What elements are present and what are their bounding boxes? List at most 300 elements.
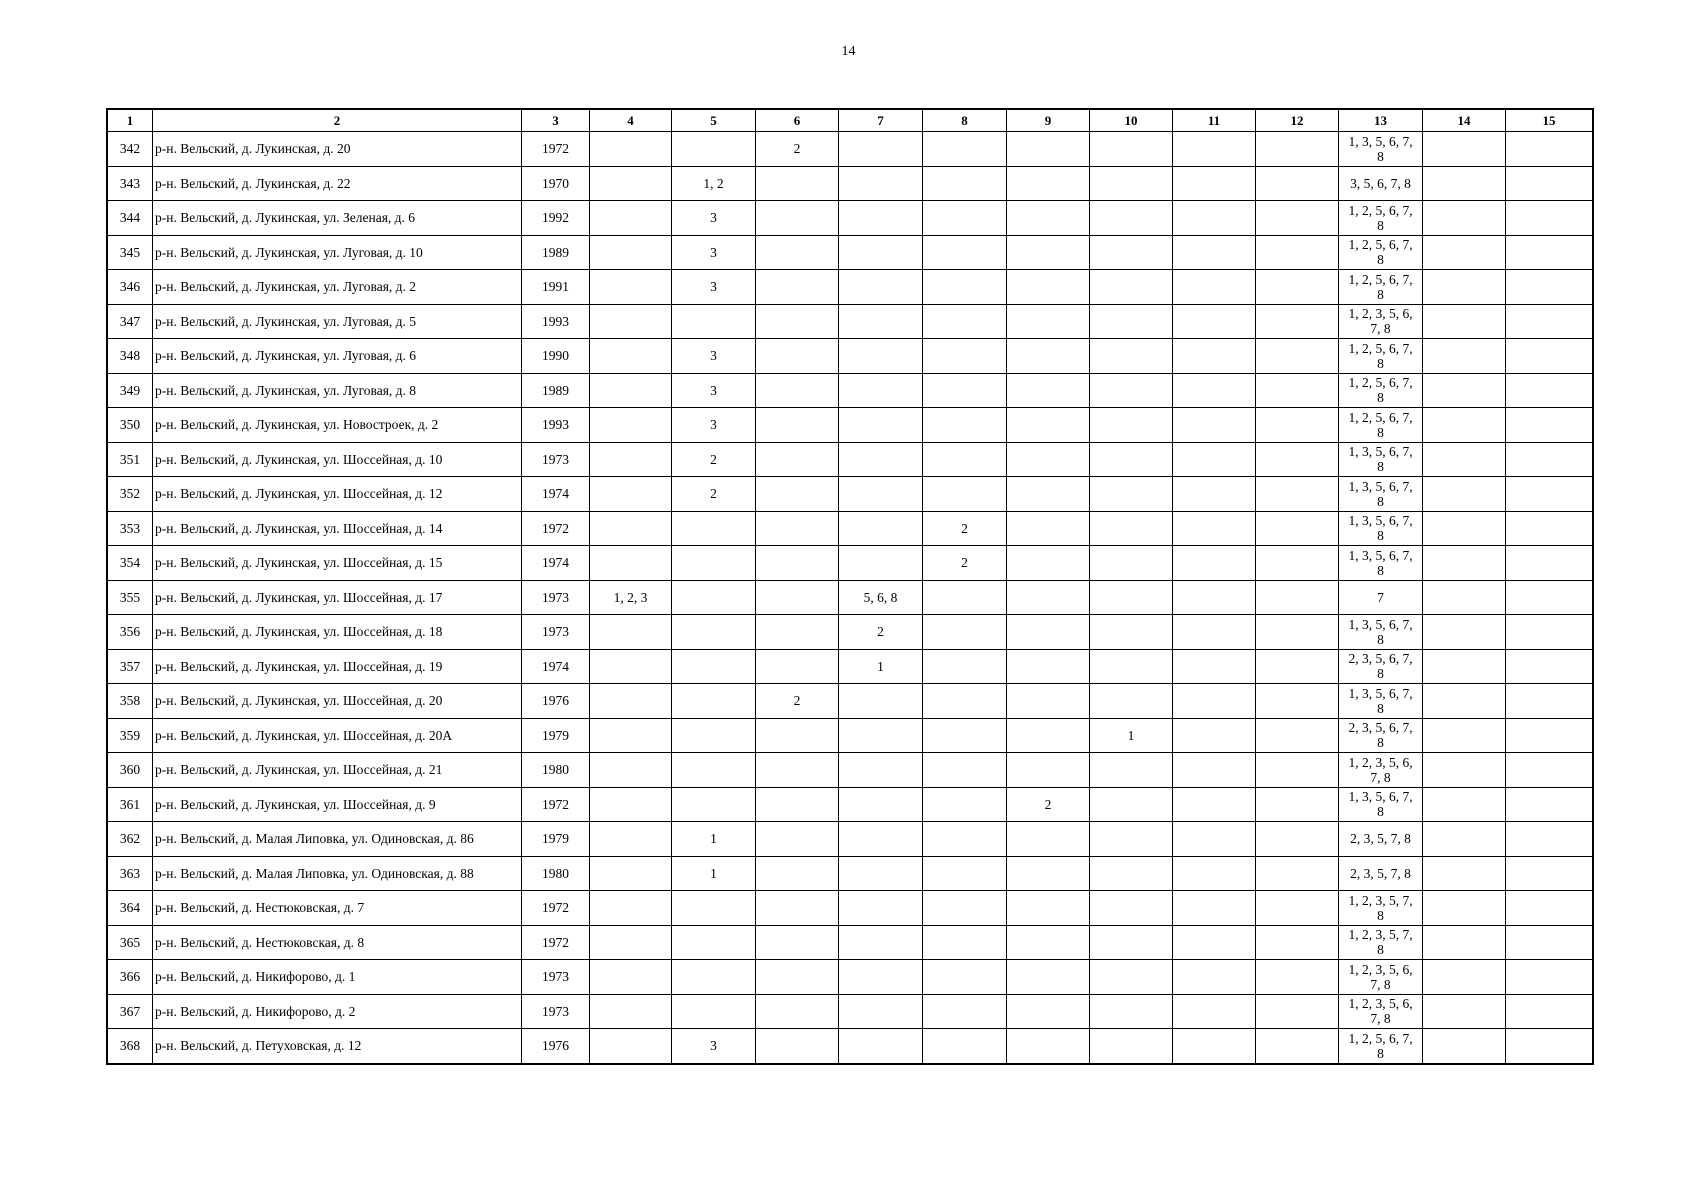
table-cell-col-2: р-н. Вельский, д. Лукинская, ул. Луговая, д. 10 — [153, 235, 522, 270]
page-number: 14 — [841, 44, 856, 59]
table-cell-col-7 — [839, 684, 923, 719]
table-cell-col-1: 343 — [108, 166, 153, 201]
table-row — [108, 787, 1593, 822]
table-cell-col-4 — [590, 201, 672, 236]
table-cell-col-13: 3, 5, 6, 7, 8 — [1339, 166, 1423, 201]
table-cell-col-6 — [756, 753, 839, 788]
table-cell-col-5 — [672, 132, 756, 167]
table-cell-col-9 — [1007, 856, 1090, 891]
table-cell-col-11 — [1173, 856, 1256, 891]
table-cell-col-2: р-н. Вельский, д. Лукинская, ул. Шоссейная, д. 14 — [153, 511, 522, 546]
column-header-14: 14 — [1423, 110, 1506, 132]
table-cell-col-7 — [839, 822, 923, 857]
table-cell-col-10 — [1090, 753, 1173, 788]
table-cell-col-8 — [923, 132, 1007, 167]
table-cell-col-1: 368 — [108, 1029, 153, 1064]
table-cell-col-13: 1, 2, 5, 6, 7, 8 — [1339, 339, 1423, 374]
table-cell-col-12 — [1256, 615, 1339, 650]
table-cell-col-4 — [590, 511, 672, 546]
table-cell-col-6 — [756, 891, 839, 926]
table-cell-col-5 — [672, 718, 756, 753]
table-cell-col-12 — [1256, 822, 1339, 857]
table-cell-col-5 — [672, 960, 756, 995]
table-row — [108, 132, 1593, 167]
table-cell-col-1: 352 — [108, 477, 153, 512]
table-cell-col-9 — [1007, 580, 1090, 615]
table-cell-col-12 — [1256, 408, 1339, 443]
table-cell-col-12 — [1256, 373, 1339, 408]
table-row — [108, 1029, 1593, 1064]
table-cell-col-3: 1973 — [522, 442, 590, 477]
table-cell-col-15 — [1506, 132, 1593, 167]
table-cell-col-13: 2, 3, 5, 7, 8 — [1339, 822, 1423, 857]
table-cell-col-4 — [590, 856, 672, 891]
table-cell-col-14 — [1423, 442, 1506, 477]
table-cell-col-4 — [590, 1029, 672, 1064]
table-cell-col-3: 1974 — [522, 649, 590, 684]
table-cell-col-1: 349 — [108, 373, 153, 408]
table-cell-col-15 — [1506, 373, 1593, 408]
table-cell-col-1: 356 — [108, 615, 153, 650]
table-cell-col-14 — [1423, 373, 1506, 408]
table-cell-col-8 — [923, 822, 1007, 857]
table-cell-col-11 — [1173, 822, 1256, 857]
table-cell-col-11 — [1173, 511, 1256, 546]
table-cell-col-11 — [1173, 235, 1256, 270]
table-cell-col-11 — [1173, 339, 1256, 374]
table-row — [108, 270, 1593, 305]
table-cell-col-13: 1, 2, 3, 5, 7, 8 — [1339, 925, 1423, 960]
table-cell-col-8 — [923, 477, 1007, 512]
table-cell-col-2: р-н. Вельский, д. Лукинская, ул. Шоссейная, д. 12 — [153, 477, 522, 512]
table-cell-col-11 — [1173, 270, 1256, 305]
table-cell-col-7 — [839, 787, 923, 822]
table-cell-col-3: 1973 — [522, 580, 590, 615]
table-cell-col-6 — [756, 442, 839, 477]
table-cell-col-14 — [1423, 684, 1506, 719]
table-cell-col-14 — [1423, 615, 1506, 650]
table-cell-col-8 — [923, 442, 1007, 477]
table-cell-col-14 — [1423, 822, 1506, 857]
table-cell-col-12 — [1256, 960, 1339, 995]
table-cell-col-14 — [1423, 787, 1506, 822]
table-cell-col-7 — [839, 925, 923, 960]
table-cell-col-4 — [590, 822, 672, 857]
table-cell-col-6 — [756, 856, 839, 891]
table-cell-col-9 — [1007, 546, 1090, 581]
table-cell-col-12 — [1256, 304, 1339, 339]
table-cell-col-1: 351 — [108, 442, 153, 477]
table-cell-col-13: 1, 2, 3, 5, 6, 7, 8 — [1339, 994, 1423, 1029]
table-cell-col-1: 364 — [108, 891, 153, 926]
table-cell-col-11 — [1173, 960, 1256, 995]
table-cell-col-15 — [1506, 580, 1593, 615]
table-cell-col-15 — [1506, 925, 1593, 960]
table-cell-col-3: 1989 — [522, 235, 590, 270]
table-cell-col-6 — [756, 925, 839, 960]
table-cell-col-9 — [1007, 408, 1090, 443]
table-cell-col-9 — [1007, 373, 1090, 408]
table-cell-col-13: 1, 2, 5, 6, 7, 8 — [1339, 1029, 1423, 1064]
table-cell-col-2: р-н. Вельский, д. Лукинская, ул. Зеленая, д. 6 — [153, 201, 522, 236]
table-cell-col-15 — [1506, 615, 1593, 650]
table-cell-col-8 — [923, 1029, 1007, 1064]
table-cell-col-14 — [1423, 580, 1506, 615]
table-cell-col-1: 359 — [108, 718, 153, 753]
table-cell-col-12 — [1256, 649, 1339, 684]
table-cell-col-4 — [590, 339, 672, 374]
table-cell-col-9 — [1007, 822, 1090, 857]
table-cell-col-5: 3 — [672, 1029, 756, 1064]
table-cell-col-7 — [839, 408, 923, 443]
table-cell-col-12 — [1256, 477, 1339, 512]
table-cell-col-2: р-н. Вельский, д. Малая Липовка, ул. Одиновская, д. 86 — [153, 822, 522, 857]
table-cell-col-5: 3 — [672, 270, 756, 305]
table-cell-col-1: 361 — [108, 787, 153, 822]
table-cell-col-10 — [1090, 201, 1173, 236]
table-cell-col-9 — [1007, 891, 1090, 926]
table-cell-col-4 — [590, 546, 672, 581]
table-cell-col-7: 1 — [839, 649, 923, 684]
table-cell-col-14 — [1423, 960, 1506, 995]
table-cell-col-3: 1974 — [522, 546, 590, 581]
table-row — [108, 201, 1593, 236]
table-cell-col-10: 1 — [1090, 718, 1173, 753]
table-row — [108, 856, 1593, 891]
table-cell-col-2: р-н. Вельский, д. Нестюковская, д. 7 — [153, 891, 522, 926]
table-cell-col-1: 360 — [108, 753, 153, 788]
table-cell-col-6 — [756, 1029, 839, 1064]
table-cell-col-13: 1, 2, 5, 6, 7, 8 — [1339, 408, 1423, 443]
table-cell-col-1: 358 — [108, 684, 153, 719]
table-cell-col-6 — [756, 270, 839, 305]
table-cell-col-15 — [1506, 442, 1593, 477]
table-cell-col-2: р-н. Вельский, д. Малая Липовка, ул. Одиновская, д. 88 — [153, 856, 522, 891]
table-cell-col-6 — [756, 580, 839, 615]
table-cell-col-10 — [1090, 994, 1173, 1029]
table-cell-col-8 — [923, 684, 1007, 719]
table-cell-col-9 — [1007, 270, 1090, 305]
table-cell-col-2: р-н. Вельский, д. Лукинская, ул. Шоссейная, д. 18 — [153, 615, 522, 650]
table-cell-col-4 — [590, 408, 672, 443]
table-row — [108, 822, 1593, 857]
table-cell-col-1: 366 — [108, 960, 153, 995]
table-cell-col-1: 344 — [108, 201, 153, 236]
table-cell-col-5: 2 — [672, 477, 756, 512]
table-cell-col-2: р-н. Вельский, д. Лукинская, ул. Луговая, д. 6 — [153, 339, 522, 374]
table-cell-col-3: 1973 — [522, 994, 590, 1029]
table-cell-col-15 — [1506, 960, 1593, 995]
table-cell-col-5 — [672, 891, 756, 926]
table-row — [108, 373, 1593, 408]
table-cell-col-14 — [1423, 132, 1506, 167]
table-cell-col-8 — [923, 994, 1007, 1029]
table-cell-col-2: р-н. Вельский, д. Лукинская, ул. Луговая, д. 5 — [153, 304, 522, 339]
table-row — [108, 408, 1593, 443]
table-cell-col-1: 362 — [108, 822, 153, 857]
table-cell-col-11 — [1173, 753, 1256, 788]
table-cell-col-11 — [1173, 994, 1256, 1029]
table-cell-col-3: 1993 — [522, 408, 590, 443]
table-cell-col-14 — [1423, 649, 1506, 684]
table-cell-col-15 — [1506, 201, 1593, 236]
table-cell-col-6 — [756, 649, 839, 684]
column-header-4: 4 — [590, 110, 672, 132]
table-row — [108, 442, 1593, 477]
table-cell-col-15 — [1506, 235, 1593, 270]
table-cell-col-6 — [756, 304, 839, 339]
table-cell-col-10 — [1090, 1029, 1173, 1064]
table-cell-col-1: 354 — [108, 546, 153, 581]
table-cell-col-11 — [1173, 442, 1256, 477]
table-cell-col-3: 1993 — [522, 304, 590, 339]
table-cell-col-9 — [1007, 684, 1090, 719]
table-cell-col-9 — [1007, 477, 1090, 512]
table-cell-col-13: 1, 3, 5, 6, 7, 8 — [1339, 477, 1423, 512]
table-cell-col-6 — [756, 373, 839, 408]
table-cell-col-6: 2 — [756, 132, 839, 167]
table-cell-col-6 — [756, 960, 839, 995]
table-row — [108, 477, 1593, 512]
table-cell-col-6 — [756, 235, 839, 270]
table-cell-col-2: р-н. Вельский, д. Лукинская, ул. Шоссейная, д. 19 — [153, 649, 522, 684]
table-cell-col-13: 1, 3, 5, 6, 7, 8 — [1339, 546, 1423, 581]
table-cell-col-3: 1974 — [522, 477, 590, 512]
table-cell-col-5: 1 — [672, 822, 756, 857]
table-cell-col-2: р-н. Вельский, д. Лукинская, ул. Новостроек, д. 2 — [153, 408, 522, 443]
table-cell-col-4 — [590, 753, 672, 788]
table-cell-col-15 — [1506, 856, 1593, 891]
table-row — [108, 718, 1593, 753]
table-cell-col-8 — [923, 304, 1007, 339]
column-header-10: 10 — [1090, 110, 1173, 132]
table-cell-col-5 — [672, 546, 756, 581]
table-cell-col-2: р-н. Вельский, д. Лукинская, ул. Шоссейная, д. 21 — [153, 753, 522, 788]
table-cell-col-4 — [590, 718, 672, 753]
table-cell-col-10 — [1090, 856, 1173, 891]
table-cell-col-14 — [1423, 856, 1506, 891]
column-header-8: 8 — [923, 110, 1007, 132]
table-cell-col-10 — [1090, 442, 1173, 477]
table-cell-col-10 — [1090, 339, 1173, 374]
table-cell-col-15 — [1506, 270, 1593, 305]
table-cell-col-14 — [1423, 339, 1506, 374]
table-cell-col-3: 1976 — [522, 684, 590, 719]
table-cell-col-5: 2 — [672, 442, 756, 477]
table-cell-col-1: 348 — [108, 339, 153, 374]
table-cell-col-7 — [839, 994, 923, 1029]
table-cell-col-15 — [1506, 304, 1593, 339]
table-cell-col-15 — [1506, 1029, 1593, 1064]
table-cell-col-13: 1, 3, 5, 6, 7, 8 — [1339, 132, 1423, 167]
table-cell-col-6 — [756, 511, 839, 546]
table-cell-col-8 — [923, 201, 1007, 236]
table-cell-col-10 — [1090, 787, 1173, 822]
table-cell-col-12 — [1256, 132, 1339, 167]
table-cell-col-3: 1990 — [522, 339, 590, 374]
table-cell-col-5 — [672, 925, 756, 960]
table-cell-col-9 — [1007, 201, 1090, 236]
table-cell-col-8 — [923, 615, 1007, 650]
table-cell-col-3: 1972 — [522, 787, 590, 822]
table-cell-col-15 — [1506, 891, 1593, 926]
table-cell-col-2: р-н. Вельский, д. Лукинская, д. 20 — [153, 132, 522, 167]
table-cell-col-5 — [672, 615, 756, 650]
table-cell-col-7 — [839, 339, 923, 374]
table-cell-col-15 — [1506, 822, 1593, 857]
table-cell-col-2: р-н. Вельский, д. Лукинская, ул. Шоссейная, д. 9 — [153, 787, 522, 822]
table-cell-col-5: 3 — [672, 339, 756, 374]
table-cell-col-15 — [1506, 753, 1593, 788]
table-cell-col-7 — [839, 477, 923, 512]
table-cell-col-4 — [590, 132, 672, 167]
table-cell-col-3: 1973 — [522, 960, 590, 995]
table-cell-col-1: 347 — [108, 304, 153, 339]
table-cell-col-11 — [1173, 649, 1256, 684]
header-row — [108, 110, 1593, 132]
table-cell-col-6 — [756, 201, 839, 236]
table-cell-col-4 — [590, 960, 672, 995]
table-cell-col-3: 1979 — [522, 822, 590, 857]
table-cell-col-8 — [923, 718, 1007, 753]
table-cell-col-14 — [1423, 304, 1506, 339]
table-cell-col-4 — [590, 994, 672, 1029]
table-cell-col-12 — [1256, 166, 1339, 201]
table-cell-col-10 — [1090, 373, 1173, 408]
table-cell-col-8 — [923, 960, 1007, 995]
table-cell-col-12 — [1256, 856, 1339, 891]
table-cell-col-3: 1972 — [522, 891, 590, 926]
table-cell-col-14 — [1423, 718, 1506, 753]
table-cell-col-10 — [1090, 546, 1173, 581]
table-row — [108, 615, 1593, 650]
table-cell-col-7 — [839, 201, 923, 236]
table-cell-col-8: 2 — [923, 546, 1007, 581]
table-cell-col-13: 7 — [1339, 580, 1423, 615]
table-cell-col-7 — [839, 546, 923, 581]
table-cell-col-1: 365 — [108, 925, 153, 960]
table-cell-col-14 — [1423, 408, 1506, 443]
table-cell-col-6 — [756, 787, 839, 822]
table-cell-col-10 — [1090, 822, 1173, 857]
table-cell-col-15 — [1506, 718, 1593, 753]
table-cell-col-12 — [1256, 925, 1339, 960]
table-cell-col-11 — [1173, 408, 1256, 443]
table-cell-col-6 — [756, 339, 839, 374]
table-cell-col-7 — [839, 891, 923, 926]
table-cell-col-15 — [1506, 787, 1593, 822]
table-cell-col-12 — [1256, 511, 1339, 546]
table-cell-col-12 — [1256, 684, 1339, 719]
table-cell-col-13: 1, 2, 3, 5, 6, 7, 8 — [1339, 304, 1423, 339]
table-cell-col-5: 3 — [672, 408, 756, 443]
table-cell-col-14 — [1423, 511, 1506, 546]
table-cell-col-8: 2 — [923, 511, 1007, 546]
table-cell-col-7 — [839, 511, 923, 546]
table-row — [108, 753, 1593, 788]
table-cell-col-12 — [1256, 339, 1339, 374]
table-cell-col-13: 2, 3, 5, 7, 8 — [1339, 856, 1423, 891]
table-cell-col-14 — [1423, 891, 1506, 926]
table-cell-col-11 — [1173, 580, 1256, 615]
table-cell-col-6 — [756, 546, 839, 581]
table-row — [108, 166, 1593, 201]
table-cell-col-6 — [756, 718, 839, 753]
table-cell-col-11 — [1173, 166, 1256, 201]
table-cell-col-13: 1, 3, 5, 6, 7, 8 — [1339, 511, 1423, 546]
column-header-7: 7 — [839, 110, 923, 132]
table-cell-col-11 — [1173, 891, 1256, 926]
table-cell-col-6: 2 — [756, 684, 839, 719]
table-cell-col-12 — [1256, 442, 1339, 477]
table-cell-col-14 — [1423, 925, 1506, 960]
table-cell-col-14 — [1423, 994, 1506, 1029]
table-cell-col-2: р-н. Вельский, д. Лукинская, ул. Шоссейная, д. 20А — [153, 718, 522, 753]
table-cell-col-13: 1, 3, 5, 6, 7, 8 — [1339, 442, 1423, 477]
table-cell-col-7 — [839, 304, 923, 339]
table-cell-col-11 — [1173, 787, 1256, 822]
table-cell-col-4 — [590, 615, 672, 650]
table-cell-col-10 — [1090, 477, 1173, 512]
table-cell-col-9 — [1007, 753, 1090, 788]
table-cell-col-3: 1980 — [522, 856, 590, 891]
table-cell-col-3: 1991 — [522, 270, 590, 305]
table-cell-col-15 — [1506, 546, 1593, 581]
table-cell-col-13: 2, 3, 5, 6, 7, 8 — [1339, 649, 1423, 684]
table-cell-col-9 — [1007, 166, 1090, 201]
table-cell-col-10 — [1090, 925, 1173, 960]
table-cell-col-5: 1, 2 — [672, 166, 756, 201]
table-cell-col-9 — [1007, 925, 1090, 960]
table-cell-col-2: р-н. Вельский, д. Никифорово, д. 2 — [153, 994, 522, 1029]
table-cell-col-10 — [1090, 304, 1173, 339]
table-cell-col-9 — [1007, 994, 1090, 1029]
table-cell-col-6 — [756, 166, 839, 201]
table-cell-col-7 — [839, 235, 923, 270]
table-cell-col-9 — [1007, 339, 1090, 374]
table-cell-col-12 — [1256, 718, 1339, 753]
table-cell-col-5 — [672, 511, 756, 546]
table-cell-col-4 — [590, 235, 672, 270]
table-cell-col-10 — [1090, 580, 1173, 615]
table-cell-col-15 — [1506, 408, 1593, 443]
table-cell-col-1: 353 — [108, 511, 153, 546]
table-cell-col-11 — [1173, 1029, 1256, 1064]
table-cell-col-8 — [923, 373, 1007, 408]
table-cell-col-15 — [1506, 649, 1593, 684]
table-cell-col-14 — [1423, 166, 1506, 201]
table-cell-col-10 — [1090, 891, 1173, 926]
table-cell-col-13: 1, 3, 5, 6, 7, 8 — [1339, 787, 1423, 822]
table-cell-col-8 — [923, 235, 1007, 270]
table-cell-col-4 — [590, 891, 672, 926]
table-cell-col-15 — [1506, 166, 1593, 201]
table-cell-col-2: р-н. Вельский, д. Никифорово, д. 1 — [153, 960, 522, 995]
table-cell-col-12 — [1256, 270, 1339, 305]
table-row — [108, 580, 1593, 615]
table-cell-col-9 — [1007, 649, 1090, 684]
column-header-11: 11 — [1173, 110, 1256, 132]
table-cell-col-10 — [1090, 270, 1173, 305]
table-cell-col-14 — [1423, 1029, 1506, 1064]
table-cell-col-11 — [1173, 684, 1256, 719]
table-cell-col-8 — [923, 925, 1007, 960]
table-cell-col-13: 1, 2, 3, 5, 6, 7, 8 — [1339, 960, 1423, 995]
table-cell-col-7 — [839, 960, 923, 995]
table-cell-col-9 — [1007, 304, 1090, 339]
table-cell-col-2: р-н. Вельский, д. Лукинская, ул. Шоссейная, д. 15 — [153, 546, 522, 581]
table-cell-col-10 — [1090, 649, 1173, 684]
